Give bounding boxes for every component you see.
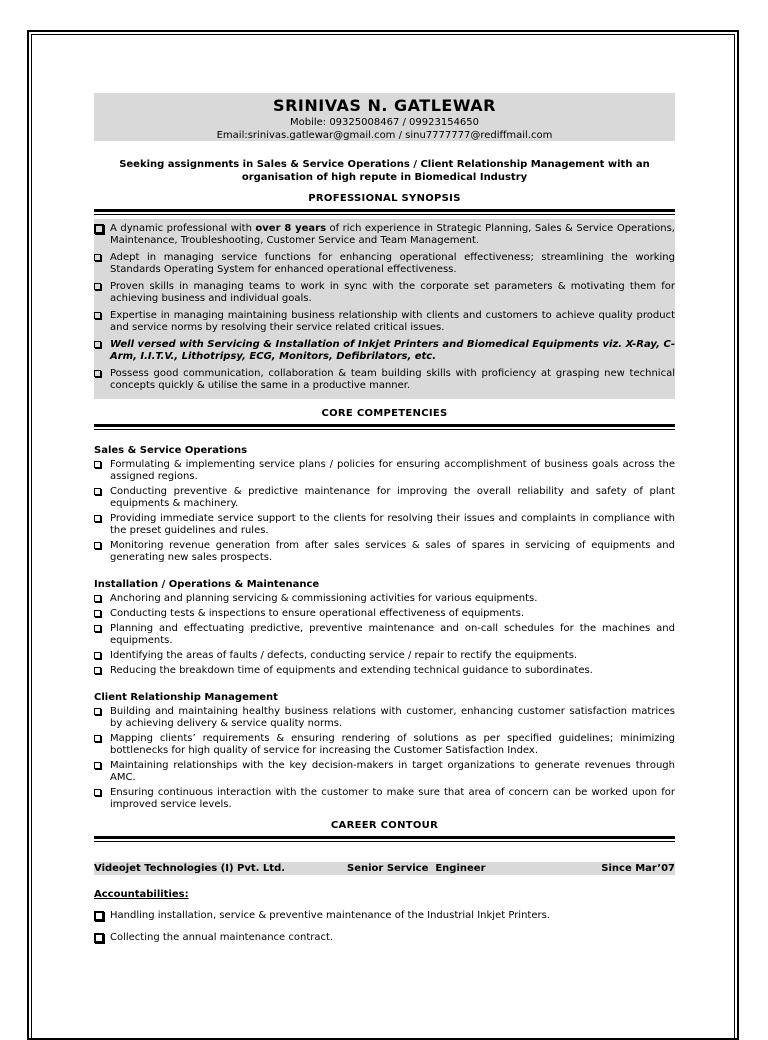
accountabilities-heading: Accountabilities:	[94, 889, 189, 900]
checkbox-bullet-icon	[94, 708, 101, 715]
checkbox-bullet-icon	[94, 283, 101, 290]
list-item: Identifying the areas of faults / defects, conducting service / repair to rectify the equipments.	[94, 650, 675, 662]
list-item: Handling installation, service & preventive maintenance of the Industrial Inkjet Printers.	[94, 910, 675, 922]
checkbox-bullet-icon	[94, 735, 101, 742]
checkbox-bullet-icon	[94, 933, 104, 943]
section-rule-thick	[94, 424, 675, 427]
section-rule-thin	[94, 429, 675, 430]
list-item: Maintaining relationships with the key decision-makers in target organizations to generate revenues through AMC.	[94, 760, 675, 784]
list-item: Proven skills in managing teams to work in sync with the corporate set parameters & motivating them for achieving business and individual goals.	[94, 281, 675, 305]
company-name: Videojet Technologies (I) Pvt. Ltd.	[94, 863, 286, 874]
synopsis-list	[94, 219, 675, 399]
list-item: Adept in managing service functions for enhancing operational effectiveness; streamlining the working Standards Operating System for enhanced operational effectiveness.	[94, 252, 675, 276]
checkbox-bullet-icon	[94, 370, 101, 377]
section-rule-thin	[94, 214, 675, 215]
list-item: Formulating & implementing service plans / policies for ensuring accomplishment of business goals across the assigned regions.	[94, 459, 675, 483]
candidate-name: SRINIVAS N. GATLEWAR	[273, 96, 496, 115]
checkbox-bullet-icon	[94, 625, 101, 632]
checkbox-bullet-icon	[94, 341, 101, 348]
checkbox-bullet-icon	[94, 610, 101, 617]
list-item: Anchoring and planning servicing & commissioning activities for various equipments.	[94, 593, 675, 605]
job-header	[94, 862, 675, 875]
list-item: Mapping clients’ requirements & ensuring rendering of solutions as per specified guidelines; minimizing bottlenecks for high quality of service for increasing the Customer Satisfaction Index.	[94, 733, 675, 757]
checkbox-bullet-icon	[94, 652, 101, 659]
resume-header	[94, 93, 675, 141]
list-item: Expertise in managing maintaining business relationship with clients and customers to achieve quality product and service norms by resolving their service related critical issues.	[94, 310, 675, 334]
list-item: Building and maintaining healthy business relations with customer, enhancing customer satisfaction matrices by achieving delivery & service quality norms.	[94, 706, 675, 730]
competency-group-title: Client Relationship Management	[94, 692, 278, 703]
list-item: Conducting tests & inspections to ensure operational effectiveness of equipments.	[94, 608, 675, 620]
list-item: Collecting the annual maintenance contract.	[94, 932, 675, 944]
checkbox-bullet-icon	[94, 312, 101, 319]
checkbox-bullet-icon	[94, 254, 101, 261]
checkbox-bullet-icon	[94, 911, 104, 921]
list-item: Well versed with Servicing & Installation of Inkjet Printers and Biomedical Equipments viz. X-Ray, C-Arm, I.I.T.V., Lithotripsy, ECG, Monitors, Defibrilators, etc.	[94, 339, 675, 363]
checkbox-bullet-icon	[94, 667, 101, 674]
list-item: Monitoring revenue generation from after sales services & sales of spares in servicing of equipments and generating new sales prospects.	[94, 540, 675, 564]
job-title: Senior Service Engineer	[347, 863, 486, 874]
section-rule-thick	[94, 836, 675, 839]
checkbox-bullet-icon	[94, 461, 101, 468]
career-objective: Seeking assignments in Sales & Service Operations / Client Relationship Management with an organisation of high repute in Biomedical Industry	[119, 159, 650, 183]
checkbox-bullet-icon	[94, 224, 104, 234]
section-rule-thin	[94, 841, 675, 842]
checkbox-bullet-icon	[94, 595, 101, 602]
competency-group-title: Sales & Service Operations	[94, 445, 248, 456]
job-duration: Since Mar’07	[601, 863, 675, 874]
list-item: A dynamic professional with over 8 years of rich experience in Strategic Planning, Sales & Service Operations, Maintenance, Troubleshooting, Customer Service and Team Management.	[94, 223, 675, 247]
list-item: Reducing the breakdown time of equipments and extending technical guidance to subordinates.	[94, 665, 675, 677]
list-item: Conducting preventive & predictive maintenance for improving the overall reliability and safety of plant equipments & machinery.	[94, 486, 675, 510]
list-item: Possess good communication, collaboration & team building skills with proficiency at grasping new technical concepts quickly & utilise the same in a productive manner.	[94, 368, 675, 392]
checkbox-bullet-icon	[94, 762, 101, 769]
list-item: Providing immediate service support to the clients for resolving their issues and complaints in compliance with the preset guidelines and rules.	[94, 513, 675, 537]
competency-group-title: Installation / Operations & Maintenance	[94, 579, 320, 590]
resume-page	[94, 93, 675, 954]
checkbox-bullet-icon	[94, 542, 101, 549]
section-rule-thick	[94, 209, 675, 212]
checkbox-bullet-icon	[94, 789, 101, 796]
checkbox-bullet-icon	[94, 488, 101, 495]
checkbox-bullet-icon	[94, 515, 101, 522]
mobile-numbers: Mobile: 09325008467 / 09923154650	[289, 117, 480, 128]
email-addresses: Email:srinivas.gatlewar@gmail.com / sinu7777777@rediffmail.com	[216, 130, 553, 141]
section-title-career: CAREER CONTOUR	[330, 820, 439, 831]
section-title-competencies: CORE COMPETENCIES	[321, 408, 448, 419]
section-title-synopsis: PROFESSIONAL SYNOPSIS	[308, 193, 461, 204]
list-item: Planning and effectuating predictive, preventive maintenance and on-call schedules for the machines and equipments.	[94, 623, 675, 647]
list-item: Ensuring continuous interaction with the customer to make sure that area of concern can be worked upon for improved service levels.	[94, 787, 675, 811]
